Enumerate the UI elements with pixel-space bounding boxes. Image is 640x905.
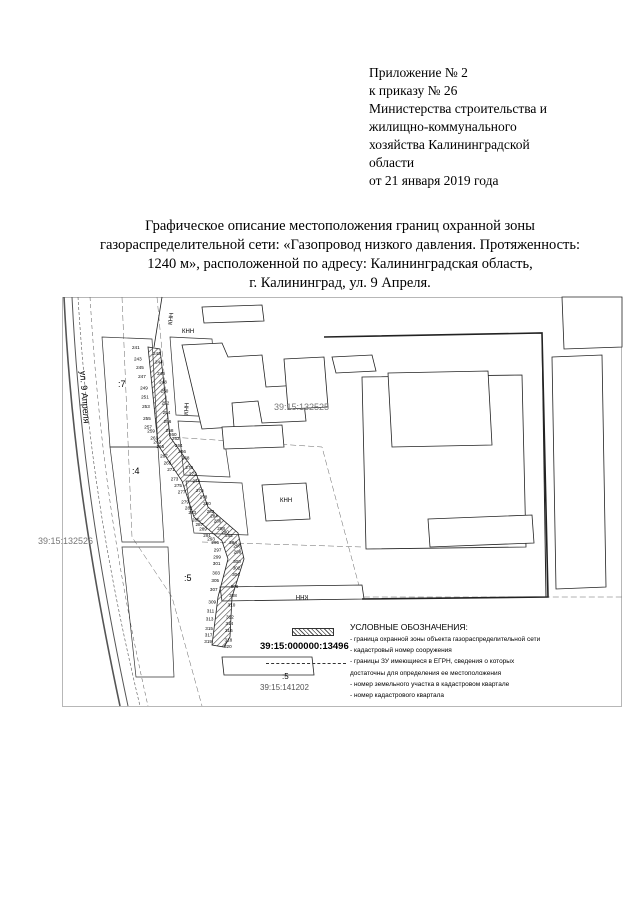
vertex-number: 242	[153, 350, 161, 356]
legend-item: - номер земельного участка в кадастровом квартале	[350, 680, 510, 688]
vertex-number: 317	[204, 632, 213, 638]
vertex-number: 267	[160, 453, 168, 459]
vertex-number: 297	[213, 547, 222, 553]
vertex-number: 257	[144, 424, 152, 430]
vertex-number: 273	[170, 476, 179, 482]
vertex-number: 270	[185, 465, 194, 471]
vertex-number: 262	[171, 436, 180, 442]
vertex-number: 258	[165, 428, 174, 433]
title-line: Графическое описание местоположения границ охранной зоны	[145, 218, 535, 234]
title-line: г. Калининград, ул. 9 Апреля.	[249, 275, 431, 291]
vertex-number: 286	[213, 518, 222, 524]
vertex-number: 308	[229, 593, 237, 599]
vertex-number: 265	[156, 444, 165, 450]
vertex-number: 300	[233, 559, 241, 565]
plot-number-sample: :5	[282, 672, 289, 681]
building-label: КНН	[295, 593, 308, 599]
vertex-number: 291	[203, 532, 211, 538]
vertex-number: 259	[147, 428, 155, 434]
vertex-number: 314	[225, 621, 234, 627]
vertex-number: 261	[150, 435, 159, 441]
vertex-number: 277	[177, 489, 186, 495]
vertex-number: 251	[141, 394, 149, 400]
vertex-number: 303	[212, 570, 220, 576]
building-label: КНН	[280, 498, 293, 504]
appendix-line: Приложение № 2	[369, 65, 468, 80]
legend-item: - номер кадастрового квартала	[350, 692, 445, 700]
vertex-number: 311	[206, 608, 215, 614]
vertex-number: 283	[188, 510, 197, 515]
vertex-number: 299	[213, 554, 221, 560]
vertex-number: 279	[181, 499, 189, 505]
vertex-number: 310	[227, 602, 236, 608]
building-label: КНН	[168, 312, 176, 326]
building-label: КНН	[182, 329, 195, 335]
plot-label: :7	[118, 379, 126, 389]
vertex-number: 241	[132, 345, 140, 350]
vertex-number: 281	[184, 505, 193, 511]
legend-heading: УСЛОВНЫЕ ОБОЗНАЧЕНИЯ:	[350, 622, 468, 632]
vertex-number: 316	[225, 627, 233, 633]
title-line: газораспределительной сети: «Газопровод низкого давления. Протяженность:	[100, 237, 580, 253]
appendix-line: области	[369, 155, 415, 170]
street-label: ул. 9 Апреля	[78, 370, 92, 424]
vertex-number: 255	[143, 415, 151, 421]
vertex-number: 280	[203, 501, 211, 507]
vertex-number: 289	[199, 526, 207, 532]
legend-item: - кадастровый номер сооружения	[350, 647, 452, 655]
vertex-number: 252	[161, 400, 170, 406]
legend-item: - границы ЗУ имеющиеся в ЕГРН, сведения о которых	[350, 658, 515, 666]
quarter-number-sample: 39:15:141202	[260, 683, 309, 692]
legend-item: - граница охранной зоны объекта газораспределительной сети	[350, 636, 541, 643]
vertex-number: 243	[134, 356, 142, 362]
vertex-number: 274	[192, 478, 201, 484]
quarter-label: 39:15:132525	[274, 402, 330, 412]
vertex-number: 272	[188, 471, 197, 477]
vertex-number: 244	[155, 359, 163, 365]
vertex-number: 290	[221, 529, 229, 535]
vertex-number: 248	[159, 379, 167, 385]
vertex-number: 260	[168, 432, 177, 438]
vertex-number: 276	[196, 487, 204, 493]
appendix-header	[369, 64, 547, 190]
vertex-number: 301	[212, 560, 221, 566]
vertex-number: 246	[157, 371, 165, 377]
vertex-number: 278	[199, 494, 208, 500]
vertex-number: 254	[162, 409, 171, 415]
vertex-number: 302	[232, 565, 241, 571]
vertex-number: 298	[233, 549, 242, 555]
vertex-number: 282	[206, 509, 215, 515]
vertex-number: 271	[167, 466, 175, 472]
title-line: 1240 м», расположенной по адресу: Калининградская область,	[147, 256, 533, 272]
vertex-number: 253	[142, 403, 150, 409]
vertex-number: 312	[226, 614, 234, 620]
plot-label: :4	[132, 466, 140, 476]
vertex-number: 250	[160, 388, 169, 394]
appendix-line: хозяйства Калининградской	[369, 137, 530, 152]
vertex-number: 315	[205, 626, 213, 631]
appendix-line: Министерства строительства и	[369, 101, 548, 116]
vertex-number: 294	[229, 539, 237, 545]
cadastral-number-sample: 39:15:000000:13496	[260, 641, 349, 652]
plot-boundary-key	[266, 663, 346, 664]
vertex-number: 287	[195, 522, 204, 528]
vertex-number: 320	[224, 644, 232, 649]
vertex-number: 288	[217, 525, 225, 531]
vertex-number: 264	[174, 443, 183, 449]
vertex-number: 307	[209, 587, 218, 593]
vertex-number: 245	[136, 365, 144, 371]
vertex-number: 284	[210, 513, 218, 519]
vertex-number: 256	[163, 418, 172, 424]
vertex-number: 306	[230, 584, 239, 590]
protection-zone-key	[292, 628, 334, 636]
vertex-number: 275	[174, 483, 182, 489]
vertex-number: 304	[232, 572, 240, 578]
vertex-number: 296	[233, 543, 242, 549]
vertex-number: 292	[225, 533, 233, 539]
vertex-number: 295	[211, 540, 220, 545]
vertex-number: 269	[163, 460, 172, 466]
quarter-label: 39:15:132526	[38, 536, 94, 546]
vertex-number: 249	[140, 385, 148, 391]
legend-item: достаточны для определения ее местоположения	[350, 669, 502, 677]
vertex-number: 263	[153, 439, 162, 445]
vertex-number: 266	[178, 448, 186, 454]
plot-label: :5	[184, 573, 192, 583]
vertex-number: 285	[192, 517, 200, 523]
vertex-number: 318	[224, 637, 233, 643]
vertex-number: 309	[208, 599, 217, 605]
building-label: КНН	[184, 402, 191, 416]
vertex-number: 247	[138, 373, 146, 379]
vertex-number: 268	[181, 455, 190, 461]
appendix-line: от 21 января 2019 года	[369, 173, 499, 188]
vertex-number: 305	[211, 578, 220, 584]
appendix-line: жилищно-коммунального	[369, 119, 517, 134]
map-legend	[350, 621, 540, 701]
vertex-number: 293	[207, 536, 215, 542]
vertex-number: 313	[205, 616, 214, 622]
appendix-line: к приказу № 26	[369, 83, 458, 98]
vertex-number: 319	[204, 639, 212, 645]
document-title	[60, 217, 620, 293]
